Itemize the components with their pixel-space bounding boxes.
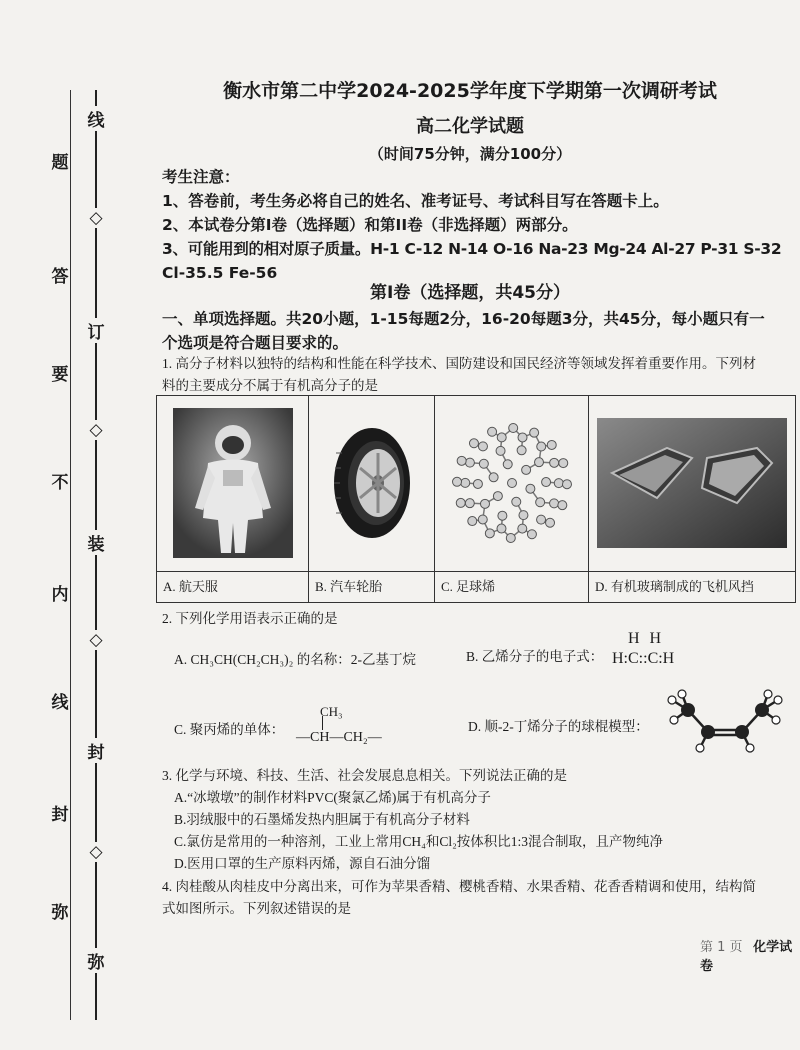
fullerene-atom — [527, 530, 536, 539]
question-4-line: 式如图所示。下列叙述错误的是 — [162, 901, 351, 916]
question-4-line: 4. 肉桂酸从肉桂皮中分离出来，可作为苹果香精、樱桃香精、水果香精、花香香精调和使用，结构简 — [162, 879, 756, 894]
fullerene-atom — [496, 446, 505, 455]
question-2-option-c: C. 聚丙烯的单体： — [174, 722, 285, 737]
question-4 — [162, 876, 792, 920]
fullerene-atom — [535, 498, 544, 507]
binding-char: 题 — [51, 153, 69, 173]
fullerene-atom — [549, 499, 558, 508]
question-1-line: 料的主要成分不属于有机高分子的是 — [162, 378, 378, 393]
fullerene-atom — [497, 511, 506, 520]
question-3-option-c: C.氯仿是常用的一种溶剂，工业上常用CH₄和Cl₂按体积比1:3混合制取，且产物纯净 — [174, 834, 664, 849]
spacesuit-image — [163, 402, 302, 564]
fullerene-atom — [562, 480, 571, 489]
fullerene-atom — [489, 473, 498, 482]
fullerene-atom — [496, 524, 505, 533]
binding-outer-line — [70, 90, 71, 1020]
binding-char: 内 — [51, 585, 69, 605]
fullerene-atom — [517, 524, 526, 533]
exam-subtitle: 高二化学试题 — [416, 116, 524, 137]
question-3-option-d: D.医用口罩的生产原料丙烯，源自石油分馏 — [174, 856, 431, 871]
fullerene-atom — [487, 427, 496, 436]
fullerene-atom — [508, 424, 517, 433]
binding-char: 订 — [84, 318, 108, 343]
fullerene-atom — [536, 515, 545, 524]
bond-line — [322, 716, 324, 730]
ethylene-formula-top: H H — [628, 630, 665, 647]
question-3-option-a: A.“冰墩墩”的制作材料PVC(聚氯乙烯)属于有机高分子 — [174, 790, 491, 805]
binding-char: 弥 — [84, 948, 108, 973]
notes-block — [162, 165, 792, 285]
fullerene-atom — [534, 458, 543, 467]
question-3-option-b: B.羽绒服中的石墨烯发热内胆属于有机高分子材料 — [174, 812, 470, 827]
notes-item: 2、本试卷分第I卷（选择题）和第II卷（非选择题）两部分。 — [162, 216, 578, 234]
fullerene-atom — [479, 459, 488, 468]
fullerene-atom — [541, 478, 550, 487]
section-instruction — [162, 307, 792, 355]
fullerene-atom — [558, 459, 567, 468]
notes-heading: 考生注意： — [162, 168, 240, 186]
fullerene-atom — [506, 533, 515, 542]
option-b-cell — [309, 396, 435, 602]
notes-item: 3、可能用到的相对原子质量。H-1 C-12 N-14 O-16 Na-23 Mg-24 Al-27 P-31 S-32 — [162, 240, 782, 258]
binding-char: 不 — [51, 473, 69, 493]
fullerene-atom — [457, 456, 466, 465]
fullerene-atom — [452, 477, 461, 486]
fullerene-atom — [460, 478, 469, 487]
notes-item: 1、答卷前，考生务必将自己的姓名、准考证号、考试科目写在答题卡上。 — [162, 192, 669, 210]
binding-char: ◇ — [84, 630, 108, 650]
fullerene-atom — [478, 515, 487, 524]
exam-title: 衡水市第二中学2024-2025学年度下学期第一次调研考试 — [223, 80, 717, 102]
question-2-option-b: B. 乙烯分子的电子式： — [466, 649, 604, 664]
fullerene-image — [441, 402, 582, 564]
fullerene-atom — [465, 458, 474, 467]
option-d-cell — [589, 396, 795, 602]
binding-char: 答 — [51, 267, 69, 287]
binding-line — [95, 90, 97, 1020]
binding-char: 要 — [51, 365, 69, 385]
binding-char: 弥 — [51, 903, 69, 923]
fullerene-atom — [456, 498, 465, 507]
binding-char: 线 — [84, 106, 108, 131]
cis-2-butene-ball-stick-model — [660, 688, 790, 758]
binding-char: ◇ — [84, 208, 108, 228]
fullerene-atom — [517, 446, 526, 455]
option-c-cell — [435, 396, 589, 602]
ethylene-electron-formula: H:C::C:H — [612, 650, 675, 667]
tire-image — [315, 402, 428, 564]
fullerene-atom — [497, 433, 506, 442]
fullerene-atom — [467, 517, 476, 526]
section-title: 第I卷（选择题，共45分） — [370, 283, 570, 303]
fullerene-atom — [518, 511, 527, 520]
question-1-image-table — [156, 395, 796, 603]
fullerene-atom — [465, 499, 474, 508]
option-c-caption: C. 足球烯 — [435, 571, 588, 602]
page-number: 第 1 页 — [700, 940, 743, 955]
question-2-option-a: A. CH₃CH(CH₂CH₃)₂ 的名称：2-乙基丁烷 — [174, 652, 416, 667]
propylene-substituent: CH₃ — [320, 704, 343, 719]
binding-strip — [51, 90, 114, 1020]
question-3-stem: 3. 化学与环境、科技、生活、社会发展息息相关。下列说法正确的是 — [162, 768, 567, 783]
fullerene-atom — [511, 497, 520, 506]
notes-item: Cl-35.5 Fe-56 — [162, 264, 278, 282]
fullerene-atom — [473, 479, 482, 488]
fullerene-atom — [557, 501, 566, 510]
fullerene-atom — [518, 433, 527, 442]
instruction-line: 一、单项选择题。共20小题，1-15每题2分，16-20每题3分，共45分，每小题只有一 — [162, 310, 765, 328]
question-2: 2. 下列化学用语表示正确的是 — [162, 611, 338, 626]
question-1-line: 1. 高分子材料以独特的结构和性能在科学技术、国防建设和国民经济等领域发挥着重要作用。下列材 — [162, 356, 756, 371]
subject-label: 化学试卷 — [700, 940, 793, 974]
fullerene-atom — [536, 442, 545, 451]
propylene-unit: —CH—CH₂— — [296, 730, 382, 745]
fullerene-atom — [503, 460, 512, 469]
binding-char: ◇ — [84, 420, 108, 440]
binding-char: 封 — [84, 738, 108, 763]
page-footer — [700, 936, 800, 974]
fullerene-atom — [480, 499, 489, 508]
option-a-cell — [157, 396, 309, 602]
fullerene-atom — [485, 529, 494, 538]
fullerene-atom — [529, 428, 538, 437]
binding-char: ◇ — [84, 842, 108, 862]
fullerene-atom — [549, 458, 558, 467]
option-a-caption: A. 航天服 — [157, 571, 308, 602]
fullerene-atom — [493, 492, 502, 501]
fullerene-atom — [554, 479, 563, 488]
fullerene-atom — [521, 465, 530, 474]
fullerene-atom — [547, 440, 556, 449]
question-2-option-d: D. 顺-2-丁烯分子的球棍模型： — [468, 719, 649, 734]
binding-char: 装 — [84, 530, 108, 555]
question-3 — [162, 765, 792, 875]
binding-char: 封 — [51, 805, 69, 825]
fullerene-atom — [478, 442, 487, 451]
option-b-caption: B. 汽车轮胎 — [309, 571, 434, 602]
windshield-image — [595, 402, 789, 564]
instruction-line: 个选项是符合题目要求的。 — [162, 334, 349, 352]
exam-time: （时间75分钟，满分100分） — [368, 145, 572, 163]
fullerene-atom — [525, 484, 534, 493]
option-d-caption: D. 有机玻璃制成的飞机风挡 — [589, 571, 795, 602]
fullerene-atom — [469, 439, 478, 448]
fullerene-atom — [507, 479, 516, 488]
fullerene-atom — [545, 518, 554, 527]
binding-char: 线 — [51, 693, 69, 713]
question-1 — [162, 353, 792, 397]
